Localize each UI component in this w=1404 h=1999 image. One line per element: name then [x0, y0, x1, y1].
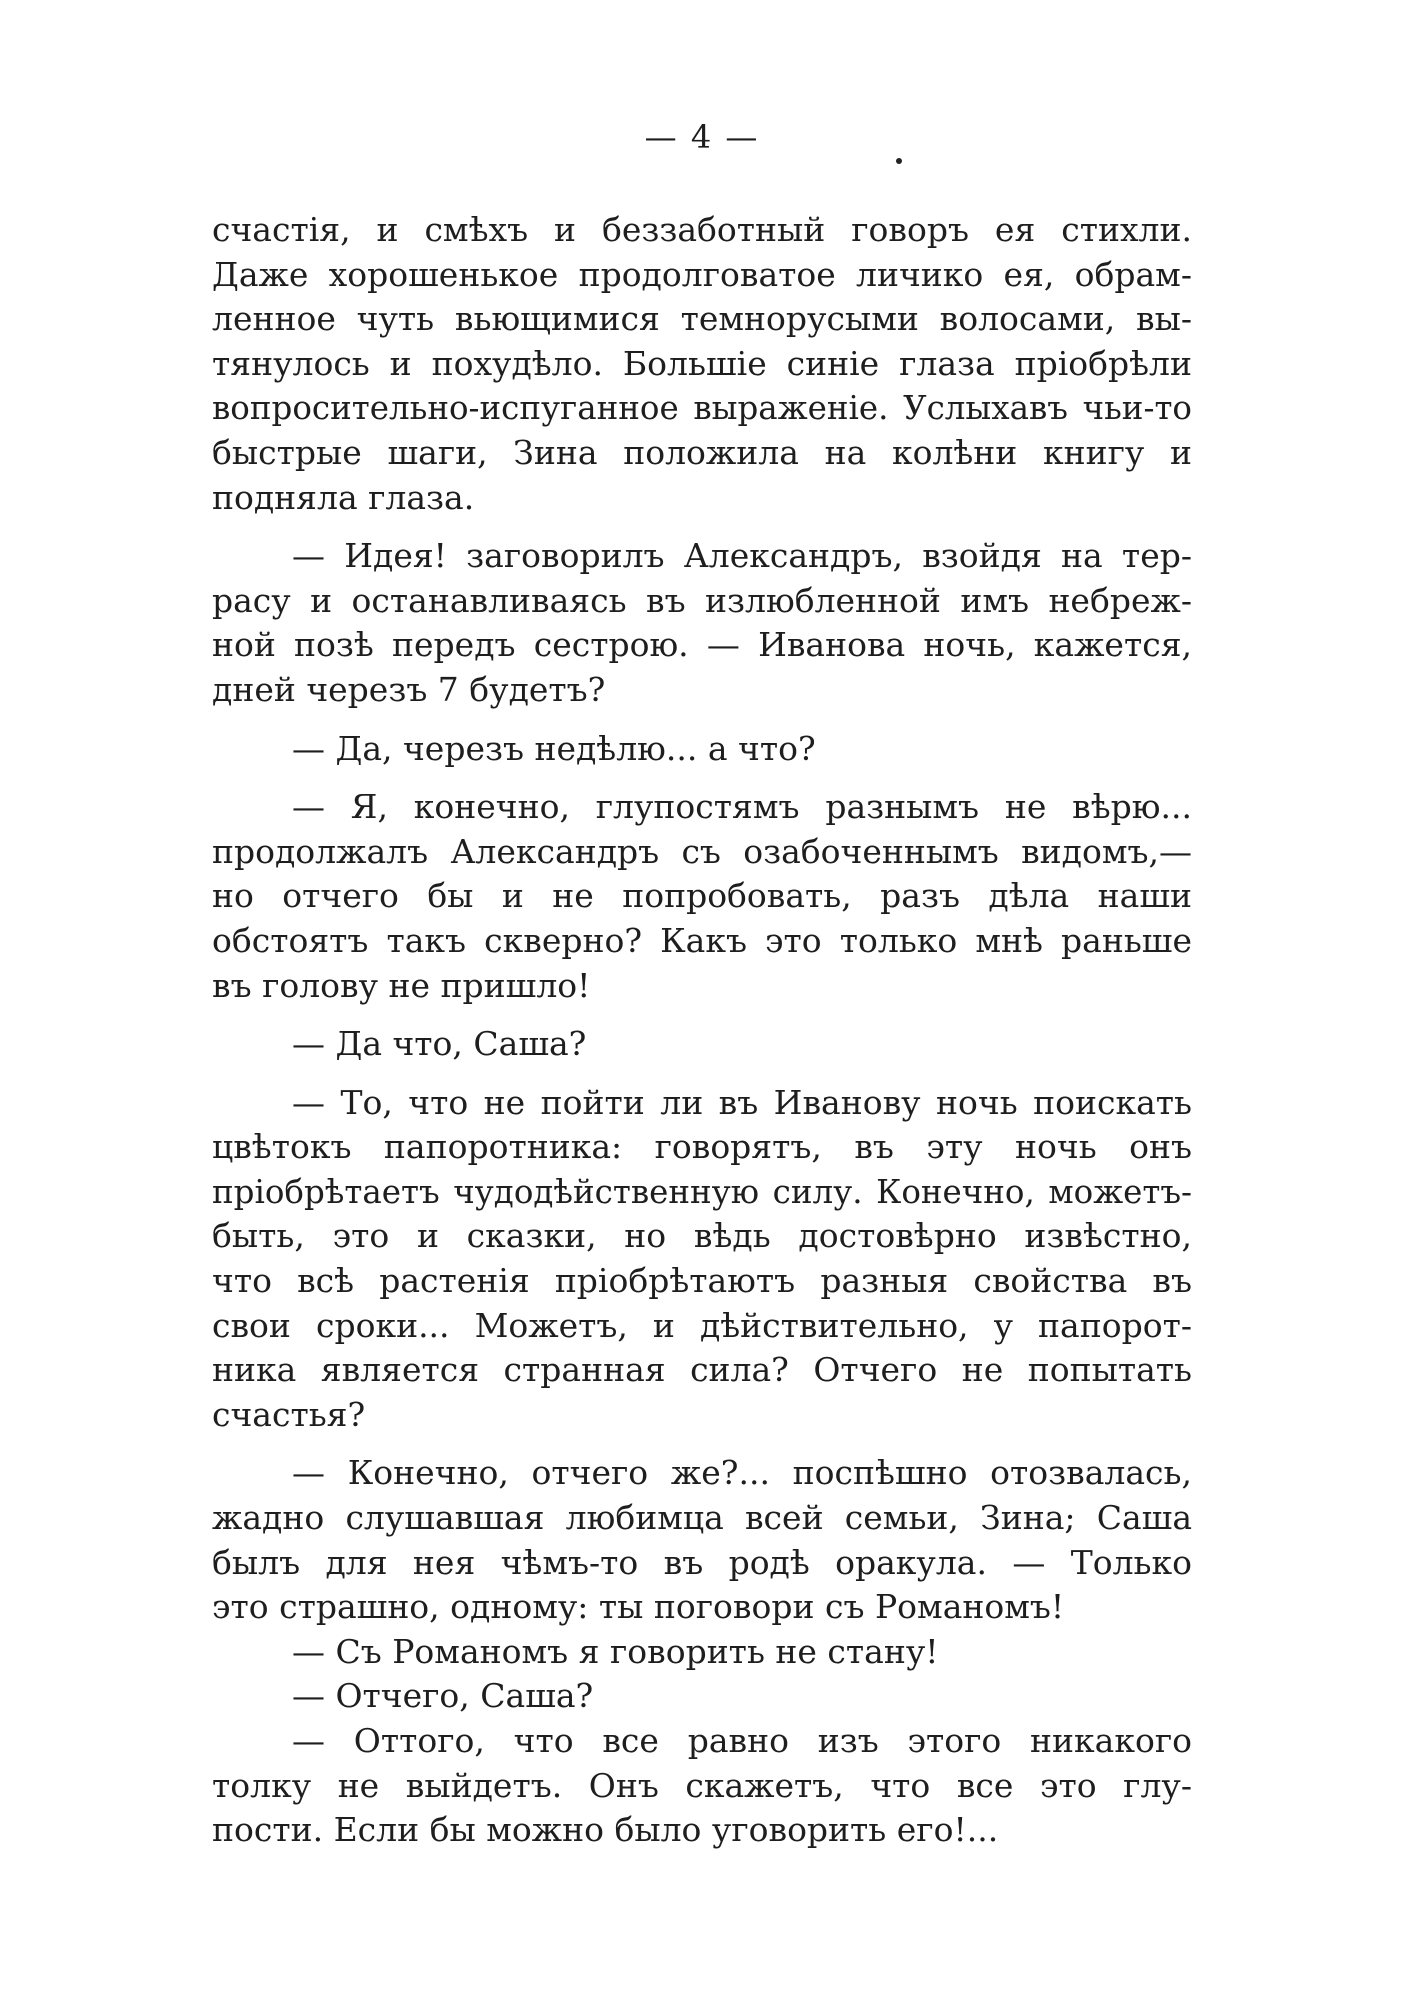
text-line: быстрые шаги, Зина положила на колѣни книгу и	[212, 432, 1192, 472]
paragraph	[212, 1022, 1192, 1067]
text-line: — То, что не пойти ли въ Иванову ночь поискать	[292, 1082, 1192, 1122]
paragraph	[212, 727, 1192, 772]
text-line: тянулось и похудѣло. Большіе синіе глаза пріобрѣли	[212, 343, 1192, 383]
text-line: обстоятъ такъ скверно? Какъ это только мнѣ раньше	[212, 920, 1192, 960]
text-line: — Идея! заговорилъ Александръ, взойдя на тер-	[292, 536, 1192, 576]
text-line: цвѣтокъ папоротника: говорятъ, въ эту ночь онъ	[212, 1127, 1192, 1167]
text-line: вопросительно-испуганное выраженіе. Услыхавъ чьи-то	[212, 389, 1192, 428]
text-line: — Да, черезъ недѣлю... а что?	[292, 728, 816, 768]
print-speck	[896, 158, 902, 164]
paragraph	[212, 534, 1192, 712]
text-line: жадно слушавшая любимца всей семьи, Зина; Саша	[212, 1498, 1192, 1538]
body-text	[212, 208, 1192, 1853]
text-line: ленное чуть вьющимися темнорусыми волосами, вы-	[212, 299, 1192, 339]
text-line: быть, это и сказки, но вѣдь достовѣрно извѣстно,	[212, 1216, 1192, 1256]
text-line: дней черезъ 7 будетъ?	[212, 669, 606, 709]
text-line: расу и останавливаясь въ излюбленной имъ небреж-	[212, 580, 1192, 620]
text-line: толку не выйдетъ. Онъ скажетъ, что все это глу-	[212, 1765, 1192, 1805]
text-line: но отчего бы и не попробовать, разъ дѣла наши	[212, 876, 1192, 916]
paragraph	[212, 785, 1192, 1008]
paragraph	[212, 1719, 1192, 1853]
text-line: — Да что, Саша?	[292, 1024, 587, 1064]
page-number: — 4 —	[644, 118, 760, 156]
text-line: — Съ Романомъ я говорить не стану!	[292, 1631, 939, 1671]
paragraph-gap	[212, 771, 1192, 785]
text-line: въ голову не пришло!	[212, 965, 591, 1005]
paragraph	[212, 1630, 1192, 1675]
paragraph-gap	[212, 1437, 1192, 1451]
paragraph	[212, 1081, 1192, 1438]
text-line: — Я, конечно, глупостямъ разнымъ не вѣрю...	[292, 787, 1192, 827]
text-line: ной позѣ передъ сестрою. — Иванова ночь, кажется,	[212, 625, 1192, 665]
text-line: что всѣ растенія пріобрѣтаютъ разныя свойства въ	[212, 1261, 1192, 1301]
paragraph	[212, 1674, 1192, 1719]
text-line: свои сроки... Можетъ, и дѣйствительно, у папорот-	[212, 1305, 1192, 1345]
text-line: пости. Если бы можно было уговорить его!...	[212, 1810, 999, 1850]
text-line: счастья?	[212, 1394, 366, 1434]
paragraph-gap	[212, 713, 1192, 727]
text-line: — Оттого, что все равно изъ этого никакого	[292, 1721, 1192, 1760]
paragraph-gap	[212, 520, 1192, 534]
paragraph	[212, 1451, 1192, 1629]
paragraph	[212, 208, 1192, 520]
text-line: подняла глаза.	[212, 477, 475, 517]
paragraph-gap	[212, 1067, 1192, 1081]
text-line: это страшно, одному: ты поговори съ Романомъ!	[212, 1587, 1065, 1627]
text-line: Даже хорошенькое продолговатое личико ея, обрам-	[212, 254, 1192, 294]
text-line: пріобрѣтаетъ чудодѣйственную силу. Конечно, можетъ-	[212, 1172, 1192, 1211]
text-line: былъ для нея чѣмъ-то въ родѣ оракула. — Только	[212, 1542, 1192, 1582]
text-line: — Конечно, отчего же?... поспѣшно отозвалась,	[292, 1453, 1192, 1493]
text-line: счастія, и смѣхъ и беззаботный говоръ ея стихли.	[212, 210, 1192, 249]
text-line: ника является странная сила? Отчего не попытать	[212, 1350, 1192, 1390]
text-line: продолжалъ Александръ съ озабоченнымъ видомъ,—	[212, 831, 1192, 871]
paragraph-gap	[212, 1008, 1192, 1022]
text-line: — Отчего, Саша?	[292, 1676, 594, 1716]
